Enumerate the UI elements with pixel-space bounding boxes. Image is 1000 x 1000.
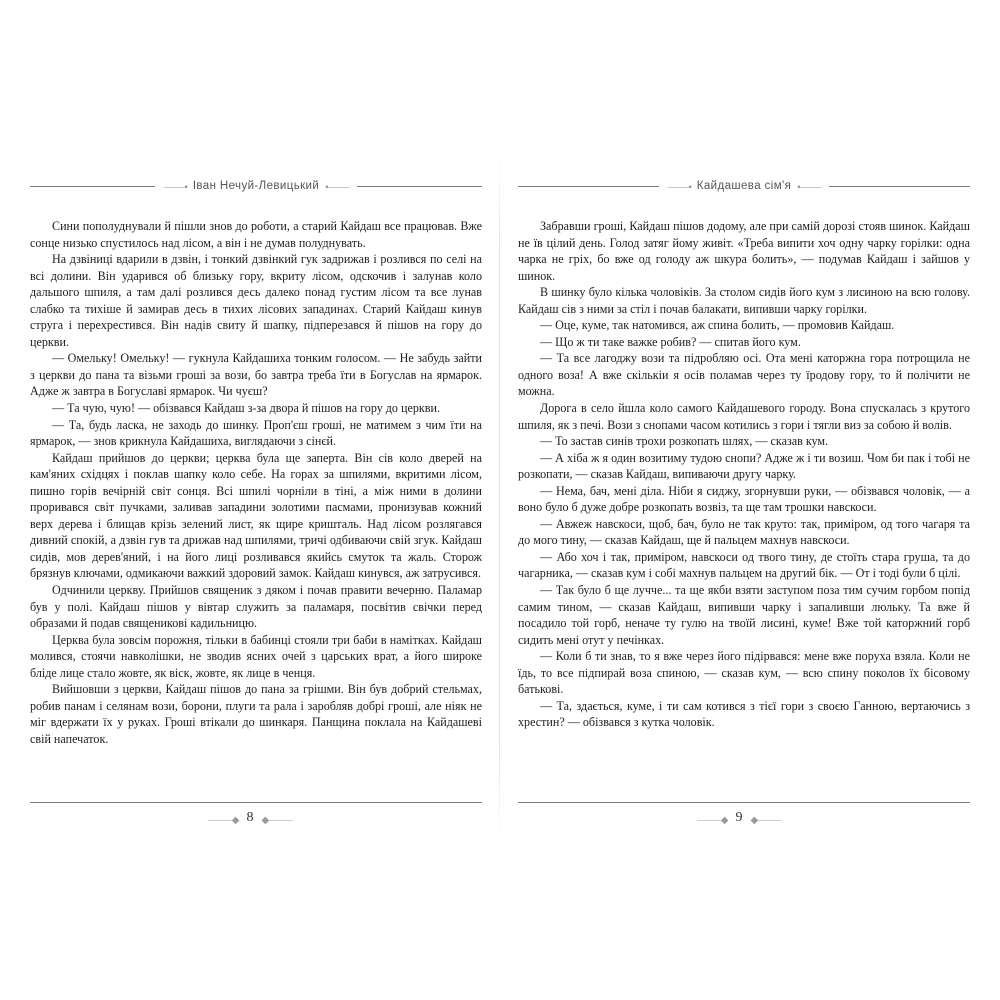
footer-rule	[518, 802, 970, 803]
right-running-head	[518, 176, 970, 196]
ornament-icon: ⸻•	[667, 181, 691, 192]
paragraph: — Так було б ще лучче... та ще якби взяти заступом поза тим сучим горбом попід самим тином, — сказав Кайдаш, випивши чарку і запаливши люльку. Та вже й посадило той горб, неначе ту гулю на твоїй лисині, куме! Вже той каторжний горб сидить мені отут у печінках.	[518, 583, 970, 647]
paragraph: Вийшовши з церкви, Кайдаш пішов до пана за грішми. Він був добрий стельмах, робив панам і селянам вози, борони, плуги та рала і заробляв добрі гроші, але ніяк не міг вдержати їх у руках. Гроші втікали до шинкаря. Панщина поклала на Кайдашеві свій напечаток.	[30, 682, 482, 746]
ornament-icon: ⸻•	[163, 181, 187, 192]
paragraph: — Нема, бач, мені діла. Ніби я сиджу, згорнувши руки, — обізвався чоловік, — а воно було б дуже добре розкопать возвіз, та ще там трошки навскоси.	[518, 483, 970, 515]
paragraph: — Авжеж навскоси, щоб, бач, було не так круто: так, приміром, од того чагаря та до мого тину, — сказав Кайдаш, ще й пальцем махнув навскоси.	[518, 516, 970, 548]
paragraph: — Або хоч і так, приміром, навскоси од твого тину, де стоїть стара груша, та до чагарника, — сказав кум і собі махнув пальцем на другий бік. — От і тоді були б цілі.	[518, 549, 970, 581]
paragraph: — Оце, куме, так натомився, аж спина болить, — промовив Кайдаш.	[540, 318, 895, 333]
paragraph: На дзвіниці вдарили в дзвін, і тонкий дзвінкий гук задрижав і розлився по селі на всі долини. Він ударився об близьку гору, вкриту лісом, одскочив і залунав коло дальшого шпиля, а там далі розлився десь далеко понад густим лісом та все лунав слабко та тихіше й замирав десь в тихих лісових западинах. Старий Кайдаш кинув струга і перехрестився. Він надів свиту й шапку, підперезався й пішов на гору до церкви.	[30, 252, 482, 349]
right-page-footer	[518, 802, 970, 832]
paragraph: — Та, будь ласка, не заходь до шинку. Проп'єш гроші, не матимем з чим їти на ярмарок, — знов крикнула Кайдашиха, виглядаючи з сінєй.	[30, 417, 482, 449]
right-page-text	[518, 218, 970, 731]
ornament-icon: ⸻◆	[207, 814, 239, 826]
ornament-icon: •⸻	[325, 181, 349, 192]
paragraph: — Коли б ти знав, то я вже через його підірвався: мене вже поруха взяла. Коли не їдь, то все підпирай воза спиною, — сказав кум, — всю спину поколов їх бісовому батькові.	[518, 649, 970, 697]
ornament-icon: ◆⸻	[261, 814, 293, 826]
paragraph: — Та, здається, куме, і ти сам котився з тієї гори з своєю Ганною, вертаючись з хрестин? — обізвався з кутка чоловік.	[518, 698, 970, 730]
left-running-head	[30, 176, 482, 196]
paragraph: — То застав синів трохи розкопать шлях, — сказав кум.	[540, 434, 829, 449]
left-page-text	[30, 218, 482, 748]
paragraph: Кайдаш прийшов до церкви; церква була ще заперта. Він сів коло дверей на кам'яних східцях і поклав шапку коло себе. На горах за шпилями, вкритими лісом, пишно горів вечірній світ сонця. Всі шпилі чорніли в тіні, а між ними в долини проривався світ пучками, заливав западини золотими пасмами, пронизував кожний верх дерева і блищав крізь зелений лист, як щире кришталь. Над лісом розлягався дивний спокій, а дзвін гув та дрижав над шпилями, тричі одбиваючи свій згук. Кайдаш сидів, мов дерев'яний, і на його лиці розливався якийсь смуток та жаль. Сторож брязнув ключами, одмикаючи важкий здоровий замок. Кайдаш кинувся, аж затрусився.	[30, 450, 482, 581]
paragraph: Церква була зовсім порожня, тільки в бабинці стояли три баби в намітках. Кайдаш молився, стоячи навколішки, не зводив ясних очей з царських врат, а його широке бліде лице стало жовте, як віск, жовте, як лице в ченця.	[30, 632, 482, 680]
author-name: Іван Нечуй-Левицький	[192, 180, 320, 192]
page-number: 8	[246, 810, 254, 825]
book-gutter	[499, 148, 500, 848]
paragraph: — Та чую, чую! — обізвався Кайдаш з-за двора й пішов на гору до церкви.	[52, 401, 440, 416]
paragraph: — Та все лагоджу вози та підробляю осі. Ота мені каторжна гора потрощила не одного воза! А вже скількіи я осів поламав через ту ïродову гору, то й полічити не можна.	[518, 351, 970, 399]
paragraph: Забравши гроші, Кайдаш пішов додому, але при самій дорозі стояв шинок. Кайдаш не їв цілий день. Голод затяг йому живіт. «Треба випити хоч одну чарку горілки: одна чарка не гріх, бо вже од голоду аж шкура болить», — подумав Кайдаш і зайшов у шинок.	[518, 219, 970, 283]
right-page	[518, 0, 970, 1000]
ornament-icon: ◆⸻	[750, 814, 782, 826]
page-number: 9	[735, 810, 743, 825]
paragraph: Одчинили церкву. Прийшов священик з дяком і почав правити вечерню. Паламар був у полі. Кайдаш пішов у вівтар служить за паламаря, посвітив свічки перед образами й подав священикові кадильницю.	[30, 583, 482, 631]
paragraph: Сини пополуднували й пішли знов до роботи, а старий Кайдаш все працював. Вже сонце низько спустилось над лісом, а він і не думав полуднувать.	[30, 219, 482, 250]
left-page	[30, 0, 482, 1000]
paragraph: Дорога в село йшла коло самого Кайдашевого городу. Вона спускалась з крутого шпиля, як з печі. Вози з снопами часом котились з гори і тягли виз за собою й волів.	[518, 401, 970, 432]
ornament-icon: •⸻	[797, 181, 821, 192]
paragraph: — Що ж ти таке важке робив? — спитав його кум.	[540, 334, 801, 349]
paragraph: В шинку було кілька чоловіків. За столом сидів його кум з лисиною на всю голову. Кайдаш сів з ними за стіл і почав балакати, випивши чарку горілки.	[518, 285, 970, 316]
left-page-footer	[30, 802, 482, 832]
paragraph: — А хіба ж я один возитиму тудою снопи? Адже ж і ти возиш. Чом би пак і тобі не розкопати, — сказав Кайдаш, випиваючи другу чарку.	[518, 450, 970, 482]
footer-rule	[30, 802, 482, 803]
paragraph: — Омельку! Омельку! — гукнула Кайдашиха тонким голосом. — Не забудь зайти з церкви до пана та візьми гроші за вози, бо завтра треба їти в Богуслав на ярмарок. Адже ж завтра в Богуславі ярмарок. Чи чуєш?	[30, 351, 482, 399]
book-title: Кайдашева сім'я	[696, 180, 792, 192]
ornament-icon: ⸻◆	[696, 814, 728, 826]
